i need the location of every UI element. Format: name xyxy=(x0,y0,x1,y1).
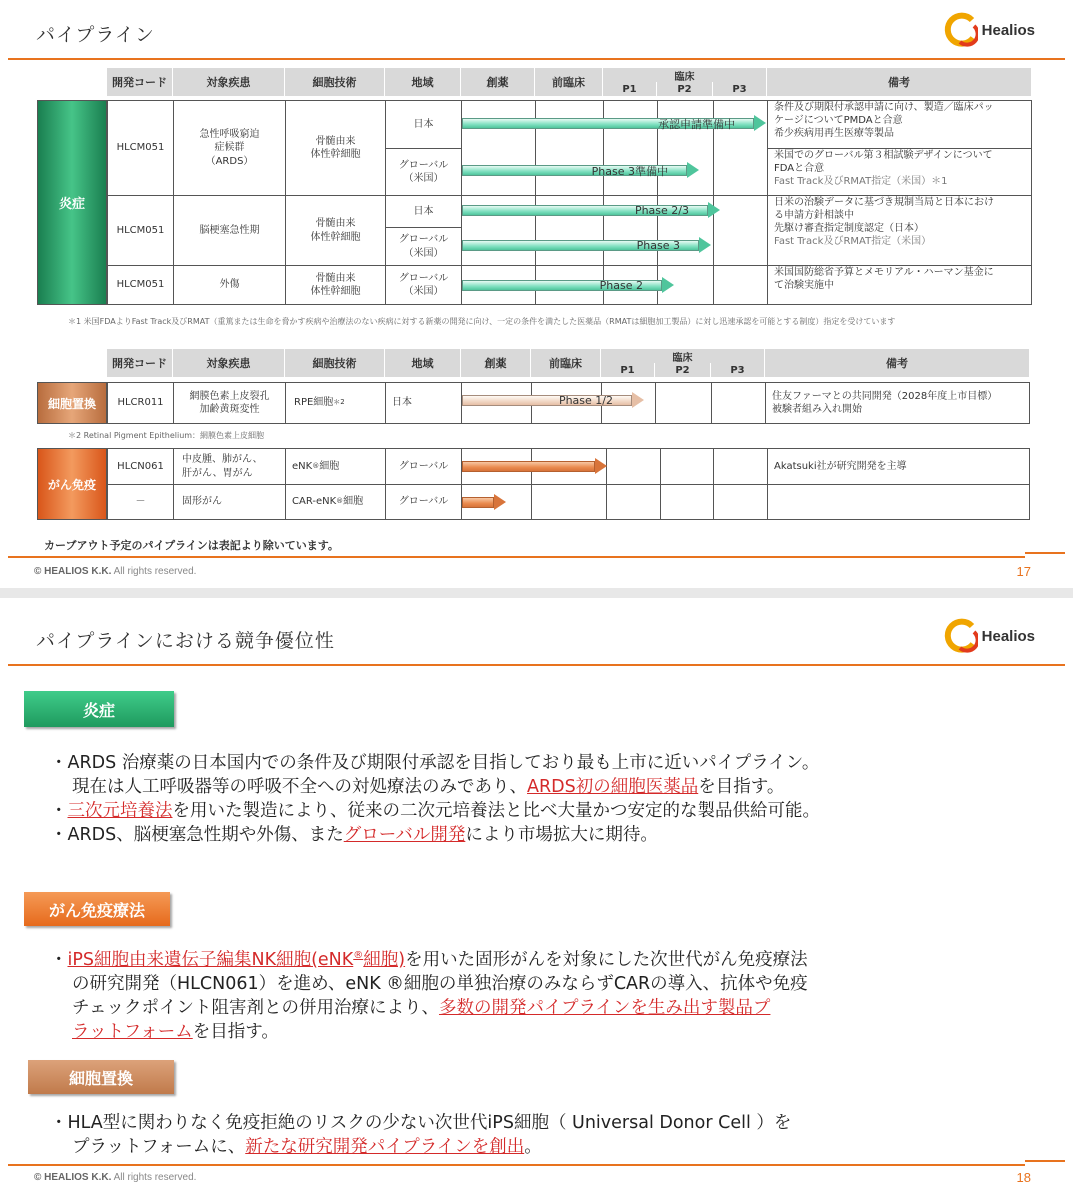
highlight: 新たな研究開発パイプラインを創出 xyxy=(245,1137,525,1157)
row1a-region: 日本 xyxy=(385,100,462,149)
grid-cell xyxy=(603,100,658,196)
rep-remarks xyxy=(765,382,1030,424)
inflammation-text xyxy=(50,751,820,847)
grid-cell xyxy=(767,484,1030,520)
slide-pipeline xyxy=(0,0,1073,588)
title-rule xyxy=(8,664,1065,666)
progress-bar-row3 xyxy=(462,280,662,291)
bar-arrowhead xyxy=(595,458,607,474)
hdr2-region: 地域 xyxy=(385,349,461,377)
rep-region: 日本 xyxy=(385,382,462,424)
row3-disease: 外傷 xyxy=(173,265,286,305)
hdr2-p3: P3 xyxy=(711,363,765,377)
can1-code: HLCN061 xyxy=(107,448,174,485)
progress-bar-rep xyxy=(462,395,632,406)
copyright xyxy=(34,566,196,577)
cancer-text xyxy=(50,944,808,1044)
page-number: 18 xyxy=(1016,1170,1031,1185)
progress-bar-can2 xyxy=(462,497,494,508)
para-line: ラットフォームを目指す。 xyxy=(72,1021,279,1042)
para-line: プラットフォームに、新たな研究開発パイプラインを創出。 xyxy=(72,1137,542,1157)
grid-cell xyxy=(535,100,604,196)
hdr2-p2: P2 xyxy=(655,363,711,377)
row1-code: HLCM051 xyxy=(107,100,174,196)
progress-bar-row1b xyxy=(462,165,687,176)
copyright xyxy=(34,1172,196,1183)
page-number: 17 xyxy=(1016,564,1031,579)
highlight: 多数の開発パイプラインを生み出す製品プ xyxy=(438,997,771,1018)
hdr-p2: P2 xyxy=(657,82,713,96)
row1b-region: グローバル （米国） xyxy=(385,148,462,196)
tech-sup: ＊2 xyxy=(333,398,345,407)
highlight: 三次元培養法 xyxy=(67,801,173,821)
row1-disease: 急性呼吸窮迫 症候群 （ARDS） xyxy=(173,100,286,196)
grid-cell xyxy=(657,100,714,196)
rep-tech xyxy=(285,382,386,424)
tech-text: RPE細胞 xyxy=(294,397,334,409)
grid-cell xyxy=(660,448,714,485)
category-inflammation: 炎症 xyxy=(37,100,107,305)
copyright-rest: All rights reserved. xyxy=(111,566,197,577)
progress-bar-row2a xyxy=(462,205,708,216)
tech-suffix: 細胞 xyxy=(319,460,340,472)
row1b-remarks xyxy=(767,148,1032,196)
row3-remarks xyxy=(767,265,1032,305)
healios-logo-icon xyxy=(942,618,978,654)
row3-code: HLCM051 xyxy=(107,265,174,305)
healios-logo xyxy=(942,12,1035,48)
rep-disease xyxy=(173,382,286,424)
tech-text: CAR-eNK xyxy=(292,496,337,508)
hdr-region: 地域 xyxy=(385,68,461,96)
bar-arrowhead xyxy=(708,202,720,218)
hdr-preclinical: 前臨床 xyxy=(535,68,603,96)
row2-tech: 骨髄由来 体性幹細胞 xyxy=(285,195,386,266)
grid-cell xyxy=(660,484,714,520)
bar-arrowhead xyxy=(632,392,644,408)
tag-cancer-immunotherapy: がん免疫療法 xyxy=(24,892,170,926)
remark-line: 被験者組み入れ開始 xyxy=(772,404,862,415)
para-line: の研究開発（HLCN061）を進め、eNK ®細胞の単独治療のみならずCARの導入、抗体や免疫 xyxy=(72,973,808,994)
row2-remarks xyxy=(767,195,1032,266)
slide-competitive-advantage xyxy=(0,598,1073,1200)
para-line: ・HLA型に関わりなく免疫拒絶のリスクの少ない次世代iPS細胞（ Universal Donor Cell ）を xyxy=(50,1113,792,1133)
slide-title: パイプラインにおける競争優位性 xyxy=(36,630,335,652)
slide-title: パイプライン xyxy=(36,24,155,46)
remark-line: 住友ファーマとの共同開発（2028年度上市目標） xyxy=(772,391,998,402)
logo-text: Healios xyxy=(981,21,1035,39)
copyright-rest: All rights reserved. xyxy=(111,1172,197,1183)
tag-cell-replacement: 細胞置換 xyxy=(28,1060,174,1094)
grid-cell xyxy=(713,195,768,266)
footer-rule xyxy=(8,556,1025,558)
disease-line: 肝がん、胃がん xyxy=(182,467,253,479)
remark-line: 日米の治験データに基づき規制当局と日本におけ xyxy=(774,197,994,208)
row3-region: グローバル （米国） xyxy=(385,265,462,305)
hdr-disease: 対象疾患 xyxy=(173,68,285,96)
remark-line: 先駆け審査指定制度認定（日本） xyxy=(774,223,924,234)
category-cell-replacement: 細胞置換 xyxy=(37,382,107,424)
hdr-discovery: 創薬 xyxy=(461,68,535,96)
bar-arrowhead xyxy=(494,494,506,510)
bar-label: Phase 2/3 xyxy=(634,204,689,217)
hdr-tech: 細胞技術 xyxy=(285,68,385,96)
can1-region: グローバル xyxy=(385,448,462,485)
bar-arrowhead xyxy=(687,162,699,178)
progress-bar-row2b xyxy=(462,240,699,251)
tech-suffix: 細胞 xyxy=(343,496,364,508)
can2-disease: 固形がん xyxy=(173,484,286,520)
carveout-note: カーブアウト予定のパイプラインは表記より除いています。 xyxy=(44,539,339,552)
grid-cell xyxy=(606,448,661,485)
para-line: ・iPS細胞由来遺伝子編集NK細胞(eNK®細胞)を用いた固形がんを対象にした次世代がん免疫療法 xyxy=(50,949,808,970)
tag-inflammation: 炎症 xyxy=(24,691,174,727)
hdr2-discovery: 創薬 xyxy=(461,349,531,377)
remark-line: 米国でのグローバル第３相試験デザインについて xyxy=(774,150,993,161)
grid-cell xyxy=(655,382,712,424)
row3-tech: 骨髄由来 体性幹細胞 xyxy=(285,265,386,305)
highlight: ARDS初の細胞医薬品 xyxy=(527,777,699,797)
footnote-2: ＊2 Retinal Pigment Epithelium：網膜色素上皮細胞 xyxy=(68,431,265,440)
footer-rule xyxy=(8,1164,1025,1166)
footer-accent xyxy=(1025,1160,1065,1162)
remark-line: 米国国防総省予算とメモリアル・ハーマン基金に xyxy=(774,267,994,278)
remark-line: る申請方針相談中 xyxy=(774,210,854,221)
progress-bar-can1 xyxy=(462,461,595,472)
hdr-remarks: 備考 xyxy=(767,68,1032,96)
grid-cell xyxy=(461,100,536,196)
can1-tech: eNK ® 細胞 xyxy=(285,448,386,485)
row2a-region: 日本 xyxy=(385,195,462,228)
bar-label: Phase 3 xyxy=(636,239,680,252)
grid-cell xyxy=(713,448,768,485)
bar-arrowhead xyxy=(662,277,674,293)
replacement-text xyxy=(50,1111,791,1159)
remark-line: Fast Track及びRMAT指定（米国） xyxy=(774,236,932,247)
hdr2-code: 開発コード xyxy=(107,349,173,377)
hdr2-clinical: 臨床 xyxy=(601,349,765,363)
remark-line: 条件及び期限付承認申請に向け、製造／臨床パッ xyxy=(774,102,994,113)
can1-disease xyxy=(173,448,286,485)
copyright-brand: © HEALIOS K.K. xyxy=(34,1172,112,1183)
disease-line: 中皮腫、肺がん、 xyxy=(182,454,263,465)
para-line: チェックポイント阻害剤との併用治療により、多数の開発パイプラインを生み出す製品プ xyxy=(72,997,771,1018)
grid-cell xyxy=(711,382,766,424)
row1a-remarks xyxy=(767,100,1032,149)
hdr-clinical: 臨床 xyxy=(603,68,767,82)
bar-label: 承認申請準備中 xyxy=(658,117,735,131)
para-line: ・ARDS 治療薬の日本国内での条件及び期限付承認を目指しており最も上市に近いパイプライン。 xyxy=(50,753,820,773)
hdr2-p1: P1 xyxy=(601,363,655,377)
remark-line: Fast Track及びRMAT指定（米国）＊1 xyxy=(774,176,948,187)
row1-tech: 骨髄由来 体性幹細胞 xyxy=(285,100,386,196)
remark-line: FDAと合意 xyxy=(774,163,825,174)
can2-region: グローバル xyxy=(385,484,462,520)
can2-code: － xyxy=(107,484,174,520)
row2b-region: グローバル （米国） xyxy=(385,227,462,266)
highlight: 細胞) xyxy=(363,949,406,970)
row2-disease: 脳梗塞急性期 xyxy=(173,195,286,266)
highlight: ® xyxy=(353,950,364,961)
can1-remarks: Akatsuki社が研究開発を主導 xyxy=(767,448,1030,485)
title-rule xyxy=(8,58,1065,60)
grid-cell xyxy=(531,484,607,520)
copyright-brand: © HEALIOS K.K. xyxy=(34,566,112,577)
hdr2-remarks: 備考 xyxy=(765,349,1030,377)
rep-code: HLCR011 xyxy=(107,382,174,424)
para-line: ・ARDS、脳梗塞急性期や外傷、またグローバル開発により市場拡大に期待。 xyxy=(50,825,658,845)
hdr-p3: P3 xyxy=(713,82,767,96)
grid-cell xyxy=(713,265,768,305)
highlight: グローバル開発 xyxy=(343,825,466,845)
para-line: ・三次元培養法を用いた製造により、従来の二次元培養法と比べ大量かつ安定的な製品供給可能。 xyxy=(50,801,820,821)
highlight: iPS細胞由来遺伝子編集NK細胞(eNK xyxy=(67,949,354,970)
remark-line: ケージについてPMDAと合意 xyxy=(774,115,903,126)
highlight: ラットフォーム xyxy=(72,1021,193,1042)
hdr2-disease: 対象疾患 xyxy=(173,349,285,377)
bar-label: Phase 2 xyxy=(599,279,643,292)
hdr-p1: P1 xyxy=(603,82,657,96)
bar-arrowhead xyxy=(754,115,766,131)
bar-arrowhead xyxy=(699,237,711,253)
disease-line: 加齢黄斑変性 xyxy=(199,404,260,415)
footer-accent xyxy=(1025,552,1065,554)
can2-tech: CAR-eNK ® 細胞 xyxy=(285,484,386,520)
progress-bar-row1a xyxy=(462,118,754,129)
para-line: 現在は人工呼吸器等の呼吸不全への対処療法のみであり、ARDS初の細胞医薬品を目指す。 xyxy=(72,777,785,797)
hdr2-preclinical: 前臨床 xyxy=(531,349,601,377)
healios-logo-icon xyxy=(942,12,978,48)
hdr2-tech: 細胞技術 xyxy=(285,349,385,377)
logo-text: Healios xyxy=(981,627,1035,645)
footnote-1: ＊1 米国FDAよりFast Track及びRMAT（重篤または生命を脅かす疾病や治療法のない疾病に対する新薬の開発に向け、一定の条件を満たした医薬品（RMATは細胞加工製品）に対し迅速承認を可能とする制度）指定を受けています xyxy=(68,317,896,326)
healios-logo xyxy=(942,618,1035,654)
remark-line: て治験実施中 xyxy=(774,280,834,291)
bar-label: Phase 3準備中 xyxy=(591,164,668,178)
grid-cell xyxy=(713,484,768,520)
hdr-code: 開発コード xyxy=(107,68,173,96)
bar-label: Phase 1/2 xyxy=(558,394,613,407)
disease-line: 網膜色素上皮裂孔 xyxy=(189,390,270,402)
grid-cell xyxy=(606,484,661,520)
category-cancer-immuno: がん免疫 xyxy=(37,448,107,520)
tech-text: eNK xyxy=(292,460,313,472)
row2-code: HLCM051 xyxy=(107,195,174,266)
remark-line: 希少疾病用再生医療等製品 xyxy=(774,128,894,139)
